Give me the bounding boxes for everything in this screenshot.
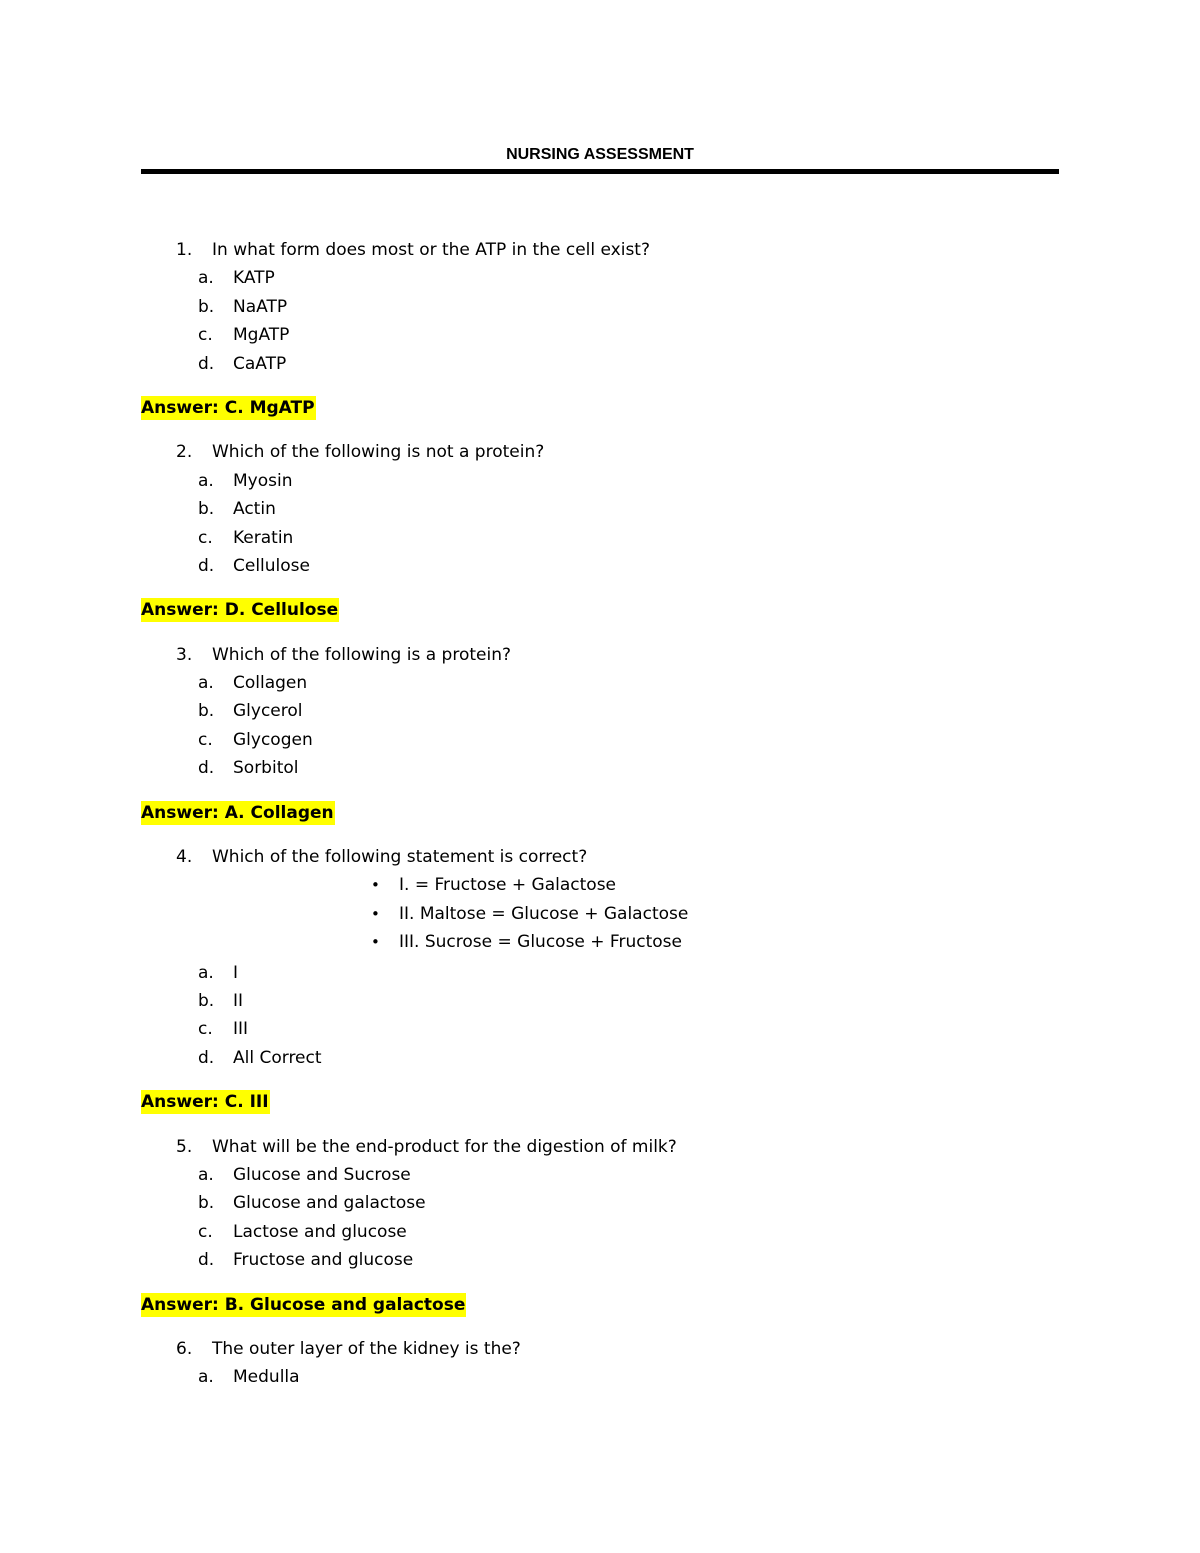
option-3a — [141, 669, 1059, 697]
question-text: Which of the following statement is correct? — [212, 847, 588, 868]
option-3c — [141, 726, 1059, 754]
bullet-icon: • — [371, 876, 380, 895]
option-2b — [141, 495, 1059, 523]
answer-highlight: Answer: B. Glucose and galactose — [141, 1294, 466, 1315]
option-text: II — [233, 990, 244, 1011]
answer-2 — [141, 596, 1059, 624]
bullet-icon: • — [371, 933, 380, 952]
option-letter: d. — [198, 1250, 215, 1271]
option-letter: a. — [198, 268, 214, 289]
option-4c — [141, 1015, 1059, 1043]
question-list — [141, 236, 1059, 1392]
answer-1 — [141, 394, 1059, 422]
option-text: Actin — [233, 499, 276, 520]
option-6a — [141, 1363, 1059, 1391]
option-letter: b. — [198, 1193, 215, 1214]
option-letter: c. — [198, 1019, 213, 1040]
question-text: What will be the end-product for the digestion of milk? — [212, 1136, 677, 1157]
question-number: 2. — [176, 442, 193, 463]
option-letter: a. — [198, 962, 214, 983]
statement-4-2 — [141, 900, 1059, 928]
option-text: CaATP — [233, 353, 287, 374]
option-letter: b. — [198, 296, 215, 317]
answer-highlight: Answer: C. III — [141, 1092, 269, 1113]
question-number: 1. — [176, 240, 193, 260]
option-text: Collagen — [233, 673, 308, 694]
option-4a — [141, 959, 1059, 987]
option-1c — [141, 321, 1059, 349]
option-letter: d. — [198, 1047, 215, 1068]
option-5b — [141, 1189, 1059, 1217]
option-text: Fructose and glucose — [233, 1250, 414, 1271]
question-2 — [141, 438, 1059, 466]
question-4 — [141, 843, 1059, 871]
page-title: NURSING ASSESSMENT — [506, 146, 694, 163]
option-text: Lactose and glucose — [233, 1221, 407, 1242]
statement-text: I. = Fructose + Galactose — [399, 875, 617, 896]
option-2d — [141, 552, 1059, 580]
option-letter: b. — [198, 990, 215, 1011]
answer-4 — [141, 1088, 1059, 1116]
option-1d — [141, 350, 1059, 378]
question-3 — [141, 641, 1059, 669]
option-5c — [141, 1218, 1059, 1246]
option-5d — [141, 1246, 1059, 1274]
option-letter: c. — [198, 1221, 213, 1242]
option-letter: a. — [198, 470, 214, 491]
option-text: MgATP — [233, 325, 290, 346]
option-text: Glucose and Sucrose — [233, 1164, 411, 1185]
option-text: Keratin — [233, 527, 294, 548]
question-6 — [141, 1335, 1059, 1363]
statement-4-1 — [141, 871, 1059, 899]
option-text: Glucose and galactose — [233, 1193, 426, 1214]
title-underline-rule — [141, 169, 1059, 174]
question-text: The outer layer of the kidney is the? — [212, 1338, 521, 1359]
question-text: Which of the following is not a protein? — [212, 442, 545, 463]
option-text: Sorbitol — [233, 758, 299, 779]
question-number: 6. — [176, 1338, 193, 1359]
question-number: 4. — [176, 847, 193, 868]
question-text: In what form does most or the ATP in the cell exist? — [212, 240, 650, 260]
option-letter: d. — [198, 353, 215, 374]
answer-highlight: Answer: C. MgATP — [141, 397, 315, 418]
option-4b — [141, 987, 1059, 1015]
option-4d — [141, 1044, 1059, 1072]
option-text: KATP — [233, 268, 275, 289]
question-5 — [141, 1133, 1059, 1161]
option-letter: d. — [198, 758, 215, 779]
statement-text: II. Maltose = Glucose + Galactose — [399, 903, 689, 924]
option-text: III — [233, 1019, 249, 1040]
bullet-icon: • — [371, 904, 380, 923]
option-letter: b. — [198, 701, 215, 722]
question-number: 5. — [176, 1136, 193, 1157]
option-letter: c. — [198, 729, 213, 750]
option-letter: a. — [198, 673, 214, 694]
option-text: Glycogen — [233, 729, 313, 750]
statement-text: III. Sucrose = Glucose + Fructose — [399, 932, 682, 953]
option-text: Glycerol — [233, 701, 303, 722]
option-letter: c. — [198, 325, 213, 346]
statement-4-3 — [141, 928, 1059, 956]
option-2c — [141, 524, 1059, 552]
option-letter: b. — [198, 499, 215, 520]
question-text: Which of the following is a protein? — [212, 644, 512, 665]
option-1b — [141, 293, 1059, 321]
answer-highlight: Answer: D. Cellulose — [141, 600, 339, 621]
option-5a — [141, 1161, 1059, 1189]
question-1 — [141, 236, 1059, 264]
option-text: Cellulose — [233, 555, 310, 576]
option-letter: d. — [198, 555, 215, 576]
option-text: All Correct — [233, 1047, 322, 1068]
answer-3 — [141, 799, 1059, 827]
option-text: I — [233, 962, 239, 983]
question-number: 3. — [176, 644, 193, 665]
answer-highlight: Answer: A. Collagen — [141, 802, 334, 823]
option-3b — [141, 697, 1059, 725]
option-3d — [141, 754, 1059, 782]
option-text: NaATP — [233, 296, 288, 317]
option-letter: a. — [198, 1164, 214, 1185]
answer-5 — [141, 1291, 1059, 1319]
option-letter: a. — [198, 1367, 214, 1388]
option-2a — [141, 467, 1059, 495]
option-1a — [141, 264, 1059, 292]
option-text: Myosin — [233, 470, 293, 491]
option-text: Medulla — [233, 1367, 300, 1388]
option-letter: c. — [198, 527, 213, 548]
